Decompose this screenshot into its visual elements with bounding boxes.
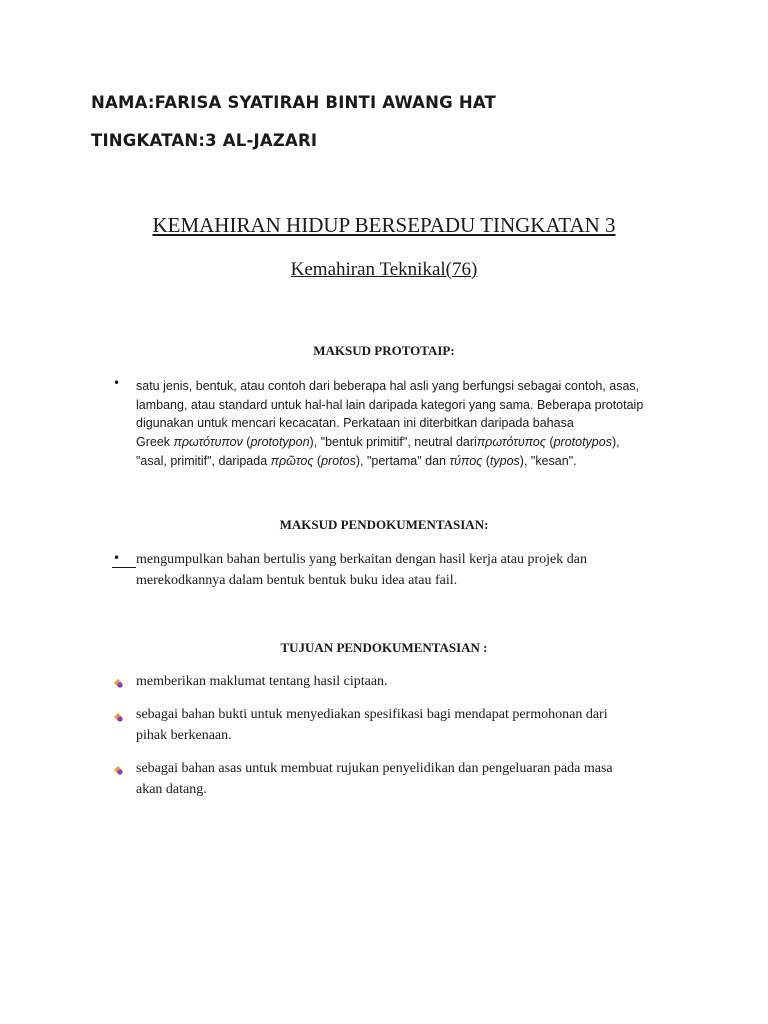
document-title: KEMAHIRAN HIDUP BERSEPADU TINGKATAN 3 [152, 213, 616, 237]
student-class: TINGKATAN:3 AL-JAZARI [91, 131, 318, 150]
tujuan-item-3-line-1: sebagai bahan asas untuk membuat rujukan penyelidikan dan pengeluaran pada masa [136, 761, 613, 776]
prototaip-line-2: lambang, atau standard untuk hal-hal lain daripada kategori yang sama. Beberapa prototaip [136, 397, 644, 412]
bullet-icon [112, 711, 124, 723]
prototaip-line-3: digunakan untuk mencari kecacatan. Perkataan ini diterbitkan daripada bahasa [136, 416, 574, 431]
link-bahasa[interactable]: bahasa [532, 416, 574, 431]
bullet-icon: • [113, 376, 121, 390]
section-heading-pendokumentasian: MAKSUD PENDOKUMENTASIAN: [279, 517, 489, 532]
section-heading-tujuan: TUJUAN PENDOKUMENTASIAN : [280, 640, 488, 655]
bullet-icon: • [113, 551, 121, 565]
bullet-icon [112, 764, 124, 776]
prototaip-line-4: Greek πρωτότυπον (prototypon), "bentuk primitif", neutral dariπρωτότυπος (prototypos), [136, 435, 620, 450]
tujuan-item-3 [136, 759, 676, 800]
tujuan-item-2-line-2: pihak berkenaan. [136, 727, 232, 743]
document-subtitle: Kemahiran Teknikal(76) [290, 259, 478, 280]
pendokumentasian-line-1: mengumpulkan bahan bertulis yang berkaitan dengan hasil kerja atau projek dan [136, 552, 587, 567]
tujuan-item-1 [136, 672, 676, 693]
pendokumentasian-line-2: merekodkannya dalam bentuk bentuk buku idea atau fail. [136, 572, 458, 588]
bullet-icon [112, 677, 124, 689]
section-heading-prototaip: MAKSUD PROTOTAIP: [313, 343, 455, 358]
student-name: NAMA:FARISA SYATIRAH BINTI AWANG HAT [91, 93, 496, 112]
tujuan-item-2-line-1: sebagai bahan bukti untuk menyediakan spesifikasi bagi mendapat permohonan dari [136, 707, 608, 722]
link-greek[interactable]: Greek [136, 435, 174, 450]
prototaip-line-5: "asal, primitif", daripada πρῶτος (protos), "pertama" dan τύπος (typos), "kesan". [136, 453, 577, 468]
tujuan-item-3-line-2: akan datang. [136, 781, 207, 797]
prototaip-line-1: satu jenis, bentuk, atau contoh dari beberapa hal asli yang berfungsi sebagai contoh, asas, [136, 379, 640, 393]
prototaip-definition [136, 377, 676, 471]
pendokumentasian-definition [136, 550, 676, 591]
tujuan-item-2 [136, 705, 676, 746]
tujuan-item-1-line-1: memberikan maklumat tentang hasil ciptaan. [136, 674, 388, 689]
